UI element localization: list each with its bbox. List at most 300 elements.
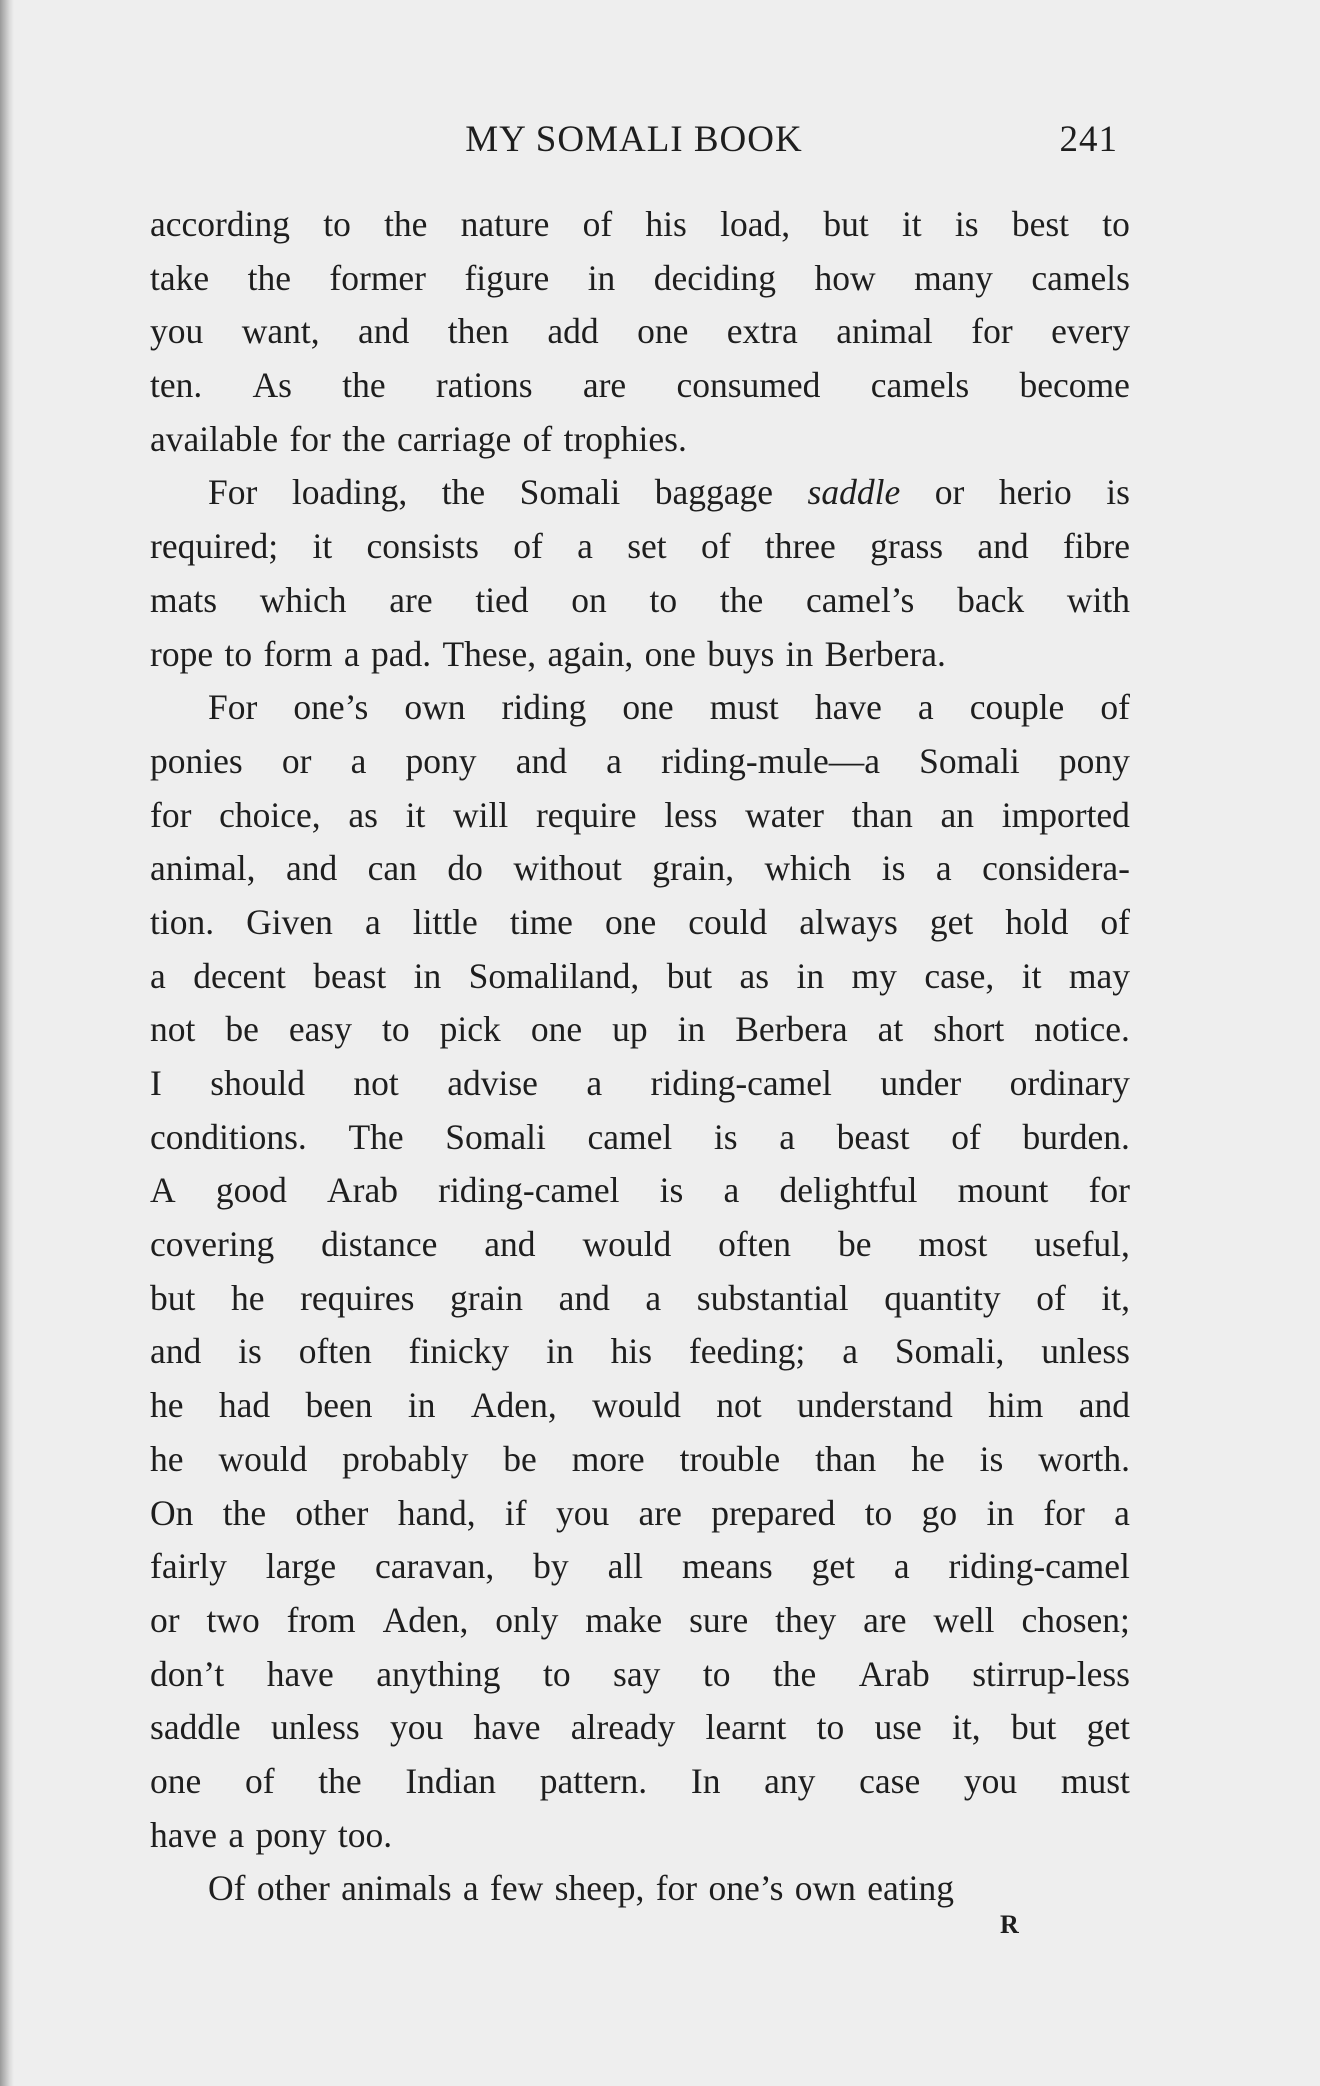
word: to bbox=[1102, 204, 1130, 244]
word: own bbox=[794, 1868, 856, 1909]
word: Aden, bbox=[470, 1385, 557, 1426]
word: saddle bbox=[807, 472, 901, 513]
word: one bbox=[604, 901, 657, 942]
word: with bbox=[1066, 579, 1130, 620]
word: is bbox=[713, 1116, 738, 1157]
word: grain, bbox=[652, 848, 735, 889]
word: well bbox=[933, 1599, 995, 1640]
text-line bbox=[150, 950, 1130, 1004]
text-line bbox=[150, 413, 1130, 467]
word: from bbox=[286, 1599, 356, 1640]
word: he bbox=[150, 1385, 184, 1426]
word: you bbox=[963, 1760, 1018, 1801]
word: extra bbox=[726, 311, 798, 352]
text-line bbox=[150, 1862, 1130, 1916]
word: one bbox=[637, 311, 689, 352]
word: can bbox=[367, 848, 417, 889]
word: how bbox=[814, 257, 876, 298]
word: but bbox=[150, 1277, 196, 1318]
word: as bbox=[739, 955, 770, 996]
word: required; bbox=[150, 526, 279, 567]
word: of bbox=[951, 1116, 981, 1157]
word: mats bbox=[150, 579, 218, 620]
word: are bbox=[863, 1599, 907, 1640]
word: may bbox=[1068, 955, 1130, 996]
word: is bbox=[1106, 472, 1130, 513]
word: and bbox=[285, 848, 338, 889]
word: I bbox=[150, 1063, 162, 1103]
word: other bbox=[295, 1492, 369, 1533]
word: for bbox=[150, 794, 192, 835]
word: substantial bbox=[696, 1277, 849, 1318]
word: in bbox=[407, 1385, 436, 1426]
word: to bbox=[224, 633, 253, 674]
word: his bbox=[645, 204, 687, 244]
word: is bbox=[238, 1331, 262, 1372]
word: had bbox=[218, 1385, 271, 1426]
word: an bbox=[940, 794, 975, 835]
word: only bbox=[495, 1599, 559, 1640]
word: ten. bbox=[150, 365, 203, 406]
word: than bbox=[815, 1438, 877, 1479]
word: grass bbox=[870, 526, 944, 567]
word: The bbox=[348, 1116, 404, 1157]
word: covering bbox=[150, 1224, 275, 1265]
word: always bbox=[799, 901, 898, 942]
word: quantity bbox=[884, 1277, 1001, 1318]
word: camels bbox=[870, 365, 970, 406]
word: Somali bbox=[445, 1116, 546, 1157]
word: a bbox=[586, 1063, 603, 1103]
word: figure bbox=[464, 257, 550, 298]
word: not bbox=[353, 1063, 399, 1103]
word: you bbox=[150, 311, 204, 352]
word: a bbox=[350, 740, 367, 781]
word: own bbox=[404, 687, 466, 728]
word: of bbox=[513, 526, 543, 567]
word: my bbox=[851, 955, 897, 996]
word: the bbox=[441, 472, 486, 513]
word: they bbox=[775, 1599, 837, 1640]
word: be bbox=[225, 1009, 259, 1050]
word: make bbox=[585, 1599, 663, 1640]
word: saddle bbox=[150, 1707, 241, 1748]
signature-mark: R bbox=[1000, 1910, 1019, 1939]
word: requires bbox=[300, 1277, 415, 1318]
word: he bbox=[150, 1438, 184, 1479]
text-line bbox=[150, 1218, 1130, 1272]
word: all bbox=[607, 1546, 644, 1587]
word: be bbox=[837, 1224, 872, 1265]
word: delightful bbox=[779, 1170, 918, 1211]
word: other bbox=[256, 1868, 330, 1909]
word: not bbox=[150, 1009, 196, 1050]
word: than bbox=[851, 794, 913, 835]
word: burden. bbox=[1022, 1116, 1130, 1157]
word: require bbox=[535, 794, 637, 835]
word: to bbox=[323, 204, 351, 244]
word: buys bbox=[707, 633, 775, 674]
page-number: 241 bbox=[1059, 119, 1118, 160]
word: For bbox=[208, 687, 258, 728]
word: in bbox=[986, 1492, 1015, 1533]
word: for bbox=[655, 1868, 698, 1909]
word: of bbox=[522, 418, 553, 459]
word: a bbox=[645, 1277, 662, 1318]
word: consumed bbox=[676, 365, 821, 406]
word: a bbox=[917, 687, 934, 728]
word: carriage bbox=[396, 418, 512, 459]
word: In bbox=[690, 1760, 721, 1801]
word: advise bbox=[447, 1063, 538, 1103]
text-line bbox=[150, 628, 1130, 682]
word: rope bbox=[150, 633, 214, 674]
text-line bbox=[150, 896, 1130, 950]
word: baggage bbox=[654, 472, 773, 513]
word: most bbox=[918, 1224, 988, 1265]
text-line bbox=[150, 1272, 1130, 1326]
text-line bbox=[150, 1379, 1130, 1433]
word: but bbox=[823, 204, 869, 244]
word: means bbox=[681, 1546, 773, 1587]
word: are bbox=[582, 365, 627, 406]
word: have bbox=[473, 1707, 541, 1748]
word: back bbox=[957, 579, 1025, 620]
word: at bbox=[877, 1009, 904, 1050]
text-line bbox=[150, 1648, 1130, 1702]
word: for bbox=[1088, 1170, 1130, 1211]
word: of bbox=[1100, 901, 1130, 942]
word: riding bbox=[501, 687, 587, 728]
word: want, bbox=[241, 311, 320, 352]
text-line bbox=[150, 681, 1130, 735]
word: in bbox=[587, 257, 616, 298]
body-text bbox=[150, 198, 1130, 1916]
text-line bbox=[150, 198, 1130, 252]
word: the bbox=[247, 257, 291, 298]
word: pony bbox=[255, 1814, 327, 1855]
word: will bbox=[453, 794, 509, 835]
word: but bbox=[1010, 1707, 1057, 1748]
word: ordinary bbox=[1009, 1063, 1130, 1103]
word: a bbox=[228, 1814, 245, 1855]
word: imported bbox=[1001, 794, 1130, 835]
word: could bbox=[688, 901, 768, 942]
word: to bbox=[702, 1653, 731, 1694]
word: for bbox=[289, 418, 331, 459]
word: camels bbox=[1031, 257, 1130, 298]
word: don’t bbox=[150, 1653, 225, 1694]
word: have bbox=[266, 1653, 334, 1694]
word: Somaliland, bbox=[468, 955, 640, 996]
word: must bbox=[709, 687, 779, 728]
text-line bbox=[150, 1325, 1130, 1379]
word: many bbox=[914, 257, 993, 298]
word: it bbox=[405, 794, 426, 835]
word: animals bbox=[341, 1868, 452, 1909]
word: in bbox=[677, 1009, 706, 1050]
word: A bbox=[150, 1170, 176, 1211]
word: is bbox=[979, 1438, 1004, 1479]
word: of bbox=[1100, 687, 1130, 728]
running-title: MY SOMALI BOOK bbox=[465, 119, 803, 160]
word: a bbox=[606, 740, 622, 781]
word: the bbox=[384, 204, 428, 244]
word: beast bbox=[313, 955, 387, 996]
word: be bbox=[503, 1438, 537, 1479]
word: under bbox=[880, 1063, 962, 1103]
word: probably bbox=[342, 1438, 469, 1479]
word: of bbox=[700, 526, 731, 567]
word: every bbox=[1051, 311, 1130, 352]
word: must bbox=[1060, 1760, 1130, 1801]
word: notice. bbox=[1034, 1009, 1130, 1050]
word: eating bbox=[867, 1868, 955, 1909]
word: a bbox=[1114, 1492, 1130, 1533]
word: and bbox=[977, 526, 1029, 567]
word: one’s bbox=[293, 687, 369, 728]
word: three bbox=[764, 526, 836, 567]
word: pad. bbox=[370, 633, 432, 674]
word: a bbox=[364, 901, 381, 942]
word: him bbox=[988, 1385, 1044, 1426]
page-header bbox=[150, 118, 1118, 174]
word: Berbera bbox=[735, 1009, 848, 1050]
word: add bbox=[547, 311, 599, 352]
word: animal, bbox=[150, 848, 256, 889]
word: two bbox=[206, 1599, 260, 1640]
word: riding-mule—a bbox=[661, 740, 880, 781]
word: of bbox=[244, 1760, 275, 1801]
word: you bbox=[555, 1492, 610, 1533]
word: any bbox=[764, 1760, 816, 1801]
word: he bbox=[230, 1277, 265, 1318]
word: which bbox=[259, 579, 347, 620]
word: camel bbox=[587, 1116, 673, 1157]
word: or bbox=[281, 740, 312, 781]
word: not bbox=[716, 1385, 762, 1426]
word: set bbox=[627, 526, 667, 567]
text-line bbox=[150, 359, 1130, 413]
word: in bbox=[413, 955, 442, 996]
word: tion. bbox=[150, 901, 215, 942]
word: large bbox=[265, 1546, 337, 1587]
word: Aden, bbox=[382, 1599, 469, 1640]
word: which bbox=[764, 848, 852, 889]
word: form bbox=[263, 633, 333, 674]
text-line bbox=[150, 842, 1130, 896]
word: anything bbox=[376, 1653, 501, 1694]
word: a bbox=[842, 1331, 858, 1372]
word: easy bbox=[288, 1009, 353, 1050]
page-binding-edge bbox=[0, 0, 14, 2086]
word: get bbox=[1086, 1707, 1130, 1748]
word: hold bbox=[1005, 901, 1069, 942]
word: fibre bbox=[1062, 526, 1130, 567]
word: Somali, bbox=[894, 1331, 1005, 1372]
word: or bbox=[150, 1599, 180, 1640]
word: or bbox=[934, 472, 965, 513]
word: and bbox=[515, 740, 567, 781]
word: again, bbox=[547, 633, 634, 674]
text-line bbox=[150, 1809, 1130, 1863]
word: rations bbox=[435, 365, 533, 406]
text-line bbox=[150, 789, 1130, 843]
word: have bbox=[150, 1814, 218, 1855]
word: less bbox=[664, 794, 718, 835]
word: go bbox=[921, 1492, 958, 1533]
word: fairly bbox=[150, 1546, 227, 1587]
word: water bbox=[745, 794, 825, 835]
word: Arab bbox=[326, 1170, 398, 1211]
word: best bbox=[1011, 204, 1070, 244]
word: beast bbox=[836, 1116, 910, 1157]
text-line bbox=[150, 1487, 1130, 1541]
word: case, bbox=[924, 955, 995, 996]
word: to bbox=[542, 1653, 571, 1694]
word: pick bbox=[439, 1009, 501, 1050]
word: would bbox=[592, 1385, 681, 1426]
word: should bbox=[210, 1063, 305, 1103]
word: grain bbox=[450, 1277, 523, 1318]
word: pattern. bbox=[539, 1760, 648, 1801]
word: herio bbox=[998, 472, 1072, 513]
word: been bbox=[305, 1385, 373, 1426]
word: according bbox=[150, 204, 290, 244]
word: his bbox=[610, 1331, 653, 1372]
word: couple bbox=[969, 687, 1065, 728]
word: former bbox=[329, 257, 427, 298]
word: but bbox=[666, 955, 713, 996]
word: a bbox=[779, 1116, 795, 1157]
word: trophies. bbox=[563, 418, 687, 459]
word: prepared bbox=[711, 1492, 836, 1533]
word: to bbox=[816, 1707, 845, 1748]
word: a bbox=[577, 526, 593, 567]
word: sheep, bbox=[554, 1868, 645, 1909]
word: considera- bbox=[982, 848, 1130, 889]
word: use bbox=[874, 1707, 922, 1748]
word: it, bbox=[1101, 1277, 1130, 1318]
text-line bbox=[150, 1701, 1130, 1755]
text-line bbox=[150, 1111, 1130, 1165]
word: do bbox=[447, 848, 483, 889]
word: the bbox=[222, 1492, 267, 1533]
word: it bbox=[901, 204, 922, 244]
word: finicky bbox=[408, 1331, 510, 1372]
word: riding-camel bbox=[438, 1170, 620, 1211]
word: as bbox=[348, 794, 378, 835]
word: and bbox=[484, 1224, 536, 1265]
word: for bbox=[1043, 1492, 1085, 1533]
word: in bbox=[796, 955, 825, 996]
word: you bbox=[389, 1707, 444, 1748]
word: Of bbox=[208, 1868, 246, 1909]
word: in bbox=[546, 1331, 574, 1372]
word: case bbox=[859, 1760, 921, 1801]
word: by bbox=[533, 1546, 569, 1587]
word: available bbox=[150, 418, 279, 459]
word: of bbox=[582, 204, 613, 244]
word: short bbox=[933, 1009, 1005, 1050]
word: On bbox=[150, 1492, 194, 1533]
word: already bbox=[570, 1707, 676, 1748]
word: camel’s bbox=[805, 579, 915, 620]
word: too. bbox=[337, 1814, 393, 1855]
text-line bbox=[150, 1003, 1130, 1057]
word: conditions. bbox=[150, 1116, 307, 1157]
word: is bbox=[881, 848, 906, 889]
word: stirrup-less bbox=[972, 1653, 1130, 1694]
word: Arab bbox=[858, 1653, 930, 1694]
word: for bbox=[971, 311, 1013, 352]
word: unless bbox=[270, 1707, 360, 1748]
word: the bbox=[342, 365, 386, 406]
text-line bbox=[150, 574, 1130, 628]
word: choice, bbox=[219, 794, 321, 835]
word: get bbox=[929, 901, 974, 942]
word: understand bbox=[796, 1385, 953, 1426]
word: up bbox=[612, 1009, 648, 1050]
word: load, bbox=[720, 204, 791, 244]
word: become bbox=[1019, 365, 1130, 406]
word: These, bbox=[442, 633, 537, 674]
word: mount bbox=[957, 1170, 1049, 1211]
word: unless bbox=[1041, 1331, 1130, 1372]
word: to bbox=[649, 579, 678, 620]
word: then bbox=[447, 311, 509, 352]
word: good bbox=[215, 1170, 287, 1211]
word: a bbox=[893, 1546, 910, 1587]
word: to bbox=[382, 1009, 410, 1050]
word: and bbox=[1078, 1385, 1130, 1426]
word: one bbox=[150, 1760, 202, 1801]
word: distance bbox=[321, 1224, 438, 1265]
word: often bbox=[718, 1224, 792, 1265]
word: little bbox=[412, 901, 478, 942]
word: riding-camel bbox=[948, 1546, 1130, 1587]
word: to bbox=[864, 1492, 893, 1533]
word: Somali bbox=[519, 472, 621, 513]
word: more bbox=[571, 1438, 645, 1479]
word: without bbox=[513, 848, 622, 889]
word: it bbox=[1021, 955, 1042, 996]
text-line bbox=[150, 735, 1130, 789]
word: As bbox=[252, 365, 292, 406]
word: the bbox=[342, 418, 386, 459]
text-line bbox=[150, 1057, 1130, 1111]
word: time bbox=[509, 901, 573, 942]
word: Somali bbox=[919, 740, 1020, 781]
word: of bbox=[1036, 1277, 1066, 1318]
word: few bbox=[490, 1868, 544, 1909]
text-line bbox=[150, 1594, 1130, 1648]
word: are bbox=[389, 579, 433, 620]
text-line bbox=[150, 305, 1130, 359]
word: the bbox=[772, 1653, 817, 1694]
word: in bbox=[785, 633, 814, 674]
word: deciding bbox=[653, 257, 777, 298]
word: nature bbox=[460, 204, 550, 244]
word: feeding; bbox=[688, 1331, 806, 1372]
text-line bbox=[150, 1164, 1130, 1218]
word: caravan, bbox=[375, 1546, 495, 1587]
word: loading, bbox=[291, 472, 408, 513]
word: riding-camel bbox=[650, 1063, 832, 1103]
text-line bbox=[150, 252, 1130, 306]
word: pony bbox=[1058, 740, 1130, 781]
word: tied bbox=[475, 579, 529, 620]
